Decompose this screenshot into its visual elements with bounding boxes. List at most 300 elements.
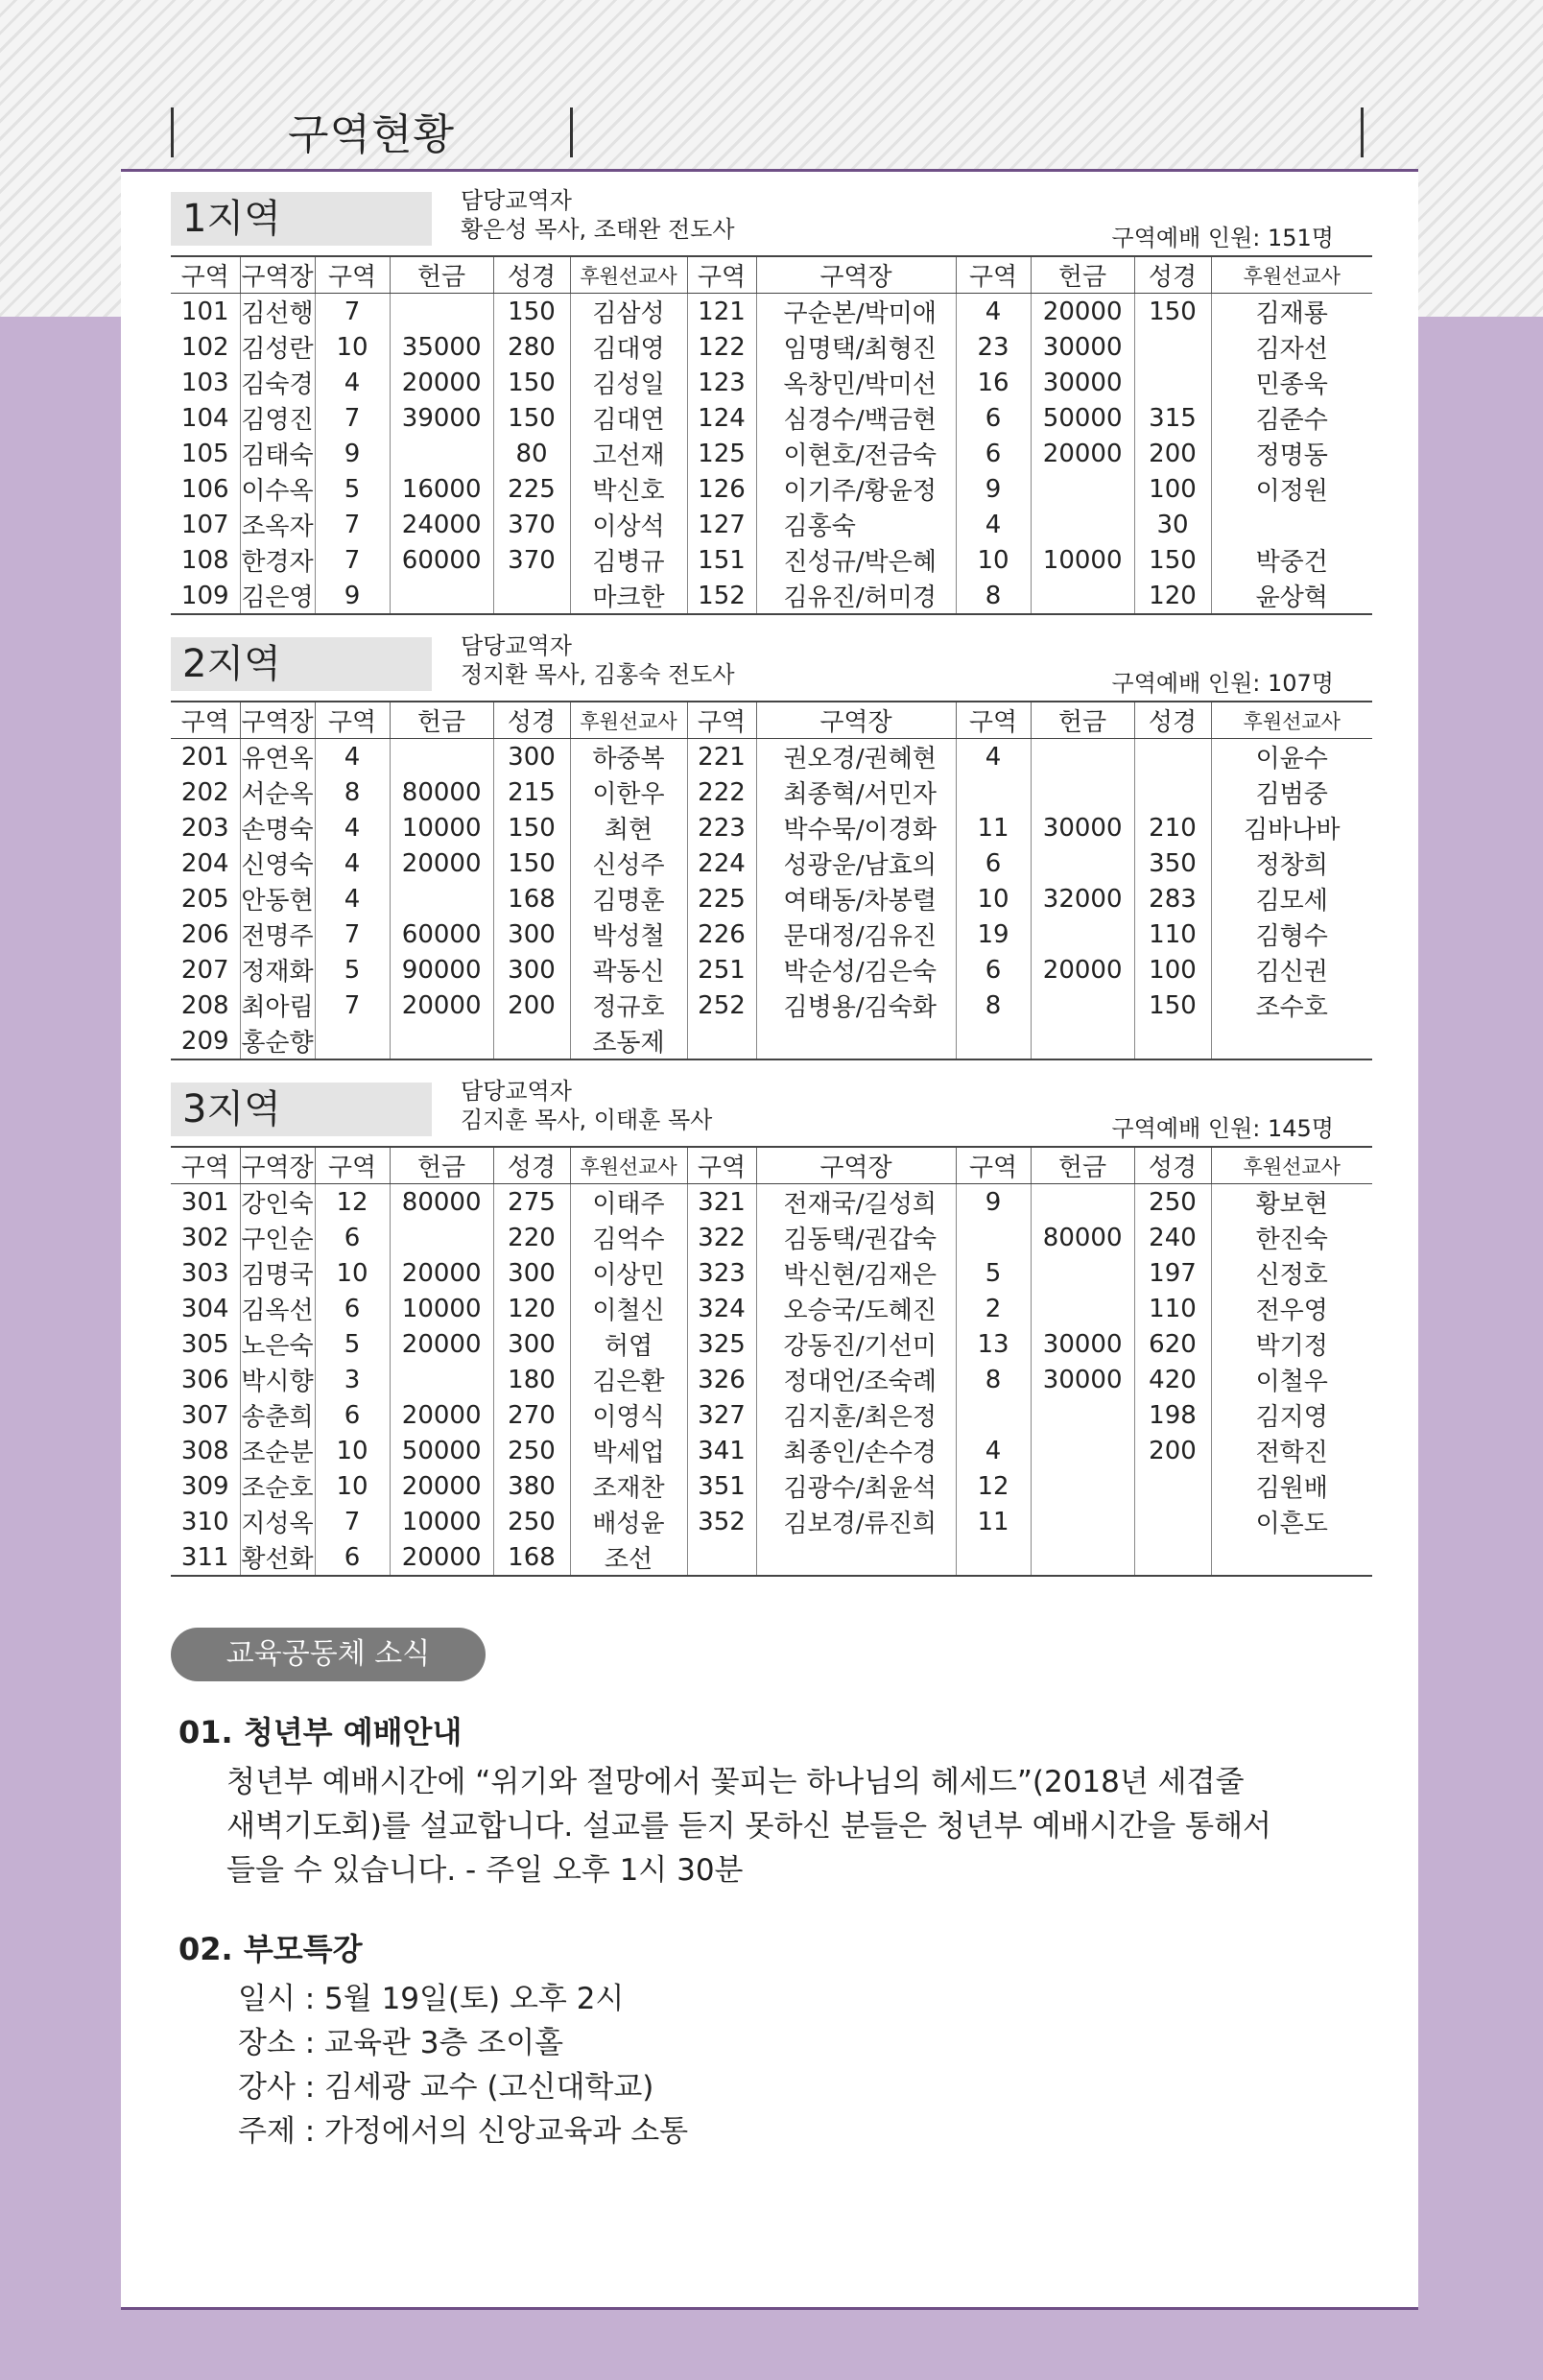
table-cell: [687, 1539, 756, 1576]
table-cell: 110: [1134, 916, 1211, 952]
table-row: [171, 1539, 1372, 1576]
table-cell: 20000: [1031, 952, 1134, 988]
table-row: [171, 739, 1372, 775]
table-cell: 352: [687, 1504, 756, 1539]
table-cell: 임명택/최형진: [756, 329, 956, 365]
table-cell: 4: [956, 1433, 1031, 1468]
table-cell: 110: [1134, 1291, 1211, 1326]
table-cell: [1134, 1023, 1211, 1059]
table-cell: 8: [956, 1362, 1031, 1397]
table-cell: 302: [180, 1223, 229, 1252]
table-cell: 김지훈/최은정: [756, 1397, 956, 1433]
table-row: [171, 952, 1372, 988]
table-cell: 박성철: [570, 916, 687, 952]
table-cell: 300: [493, 1326, 570, 1362]
table-cell: 노은숙: [240, 1326, 315, 1362]
table-cell: 김범중: [1211, 774, 1372, 810]
table-cell: 11: [956, 1504, 1031, 1539]
table-cell: 6: [956, 436, 1031, 471]
table-cell: 박세업: [570, 1433, 687, 1468]
table-cell: 275: [493, 1184, 570, 1221]
table-cell: 100: [1134, 952, 1211, 988]
table-cell: 198: [1134, 1397, 1211, 1433]
news-line: 들을 수 있습니다. - 주일 오후 1시 30분: [226, 1853, 744, 1888]
table-cell: [1031, 1184, 1134, 1221]
table-cell: 김신권: [1211, 952, 1372, 988]
table-cell: 206: [180, 919, 229, 949]
table-cell: 180: [493, 1362, 570, 1397]
column-header: 구역: [171, 256, 240, 294]
column-header: 후원선교사: [1211, 702, 1372, 739]
table-cell: 10: [315, 1255, 390, 1291]
table-cell: 309: [180, 1471, 229, 1501]
table-cell: 60000: [390, 916, 493, 952]
table-cell: 김병규: [570, 542, 687, 578]
table-cell: 4: [956, 507, 1031, 542]
table-cell: [390, 739, 493, 775]
table-cell: [390, 578, 493, 614]
table-cell: 김형수: [1211, 916, 1372, 952]
table-cell: 9: [315, 436, 390, 471]
table-cell: 최아림: [240, 988, 315, 1023]
table-cell: 전명주: [240, 916, 315, 952]
table-cell: 박기정: [1211, 1326, 1372, 1362]
table-cell: 이한우: [570, 774, 687, 810]
table-cell: 341: [687, 1433, 756, 1468]
column-header: 구역: [171, 702, 240, 739]
table-cell: [1031, 1255, 1134, 1291]
table-cell: [390, 881, 493, 916]
table-cell: 10000: [390, 810, 493, 845]
table-cell: 6: [956, 845, 1031, 881]
table-cell: [1031, 739, 1134, 775]
table-cell: 김성일: [570, 365, 687, 400]
region-section: [171, 630, 1372, 1060]
table-cell: 168: [493, 881, 570, 916]
table-cell: 30000: [1031, 1326, 1134, 1362]
table-cell: 251: [687, 952, 756, 988]
table-cell: 김선행: [240, 294, 315, 330]
table-cell: 90000: [390, 952, 493, 988]
column-header: 구역: [687, 1147, 756, 1184]
news-item-youth-worship: [178, 1708, 1271, 1892]
table-cell: 9: [956, 1184, 1031, 1221]
table-cell: 서순옥: [240, 774, 315, 810]
table-cell: 151: [687, 542, 756, 578]
attendance-count: 구역예배 인원: 151명: [1111, 225, 1334, 251]
attendance-count: 구역예배 인원: 107명: [1111, 670, 1334, 697]
table-cell: 204: [180, 848, 229, 878]
table-cell: 하중복: [570, 739, 687, 775]
table-cell: 김원배: [1211, 1468, 1372, 1504]
column-header: 후원선교사: [1211, 1147, 1372, 1184]
table-cell: 이흔도: [1211, 1504, 1372, 1539]
table-cell: 300: [493, 952, 570, 988]
table-cell: 4: [315, 845, 390, 881]
table-cell: 6: [315, 1539, 390, 1576]
table-cell: 12: [315, 1184, 390, 1221]
table-cell: 이철우: [1211, 1362, 1372, 1397]
table-cell: 80000: [1031, 1220, 1134, 1255]
table-cell: 30000: [1031, 365, 1134, 400]
table-cell: 20000: [390, 1468, 493, 1504]
table-cell: 13: [956, 1326, 1031, 1362]
table-cell: 103: [180, 368, 229, 397]
table-cell: 7: [315, 988, 390, 1023]
table-cell: 7: [315, 507, 390, 542]
table-cell: 성광운/남효의: [756, 845, 956, 881]
table-cell: 321: [687, 1184, 756, 1221]
table-cell: 10000: [1031, 542, 1134, 578]
table-cell: [1031, 774, 1134, 810]
table-cell: [956, 1220, 1031, 1255]
table-cell: 351: [687, 1468, 756, 1504]
table-row: [171, 1433, 1372, 1468]
table-cell: 8: [956, 578, 1031, 614]
table-cell: 20000: [1031, 294, 1134, 330]
table-cell: 조동제: [570, 1023, 687, 1059]
table-cell: [390, 1023, 493, 1059]
table-cell: 황선화: [240, 1539, 315, 1576]
table-cell: [687, 1023, 756, 1059]
table-cell: 문대정/김유진: [756, 916, 956, 952]
table-cell: 심경수/백금현: [756, 400, 956, 436]
table-cell: [315, 1023, 390, 1059]
table-cell: 30: [1134, 507, 1211, 542]
table-cell: 정창희: [1211, 845, 1372, 881]
table-cell: 303: [180, 1258, 229, 1288]
table-cell: 4: [956, 294, 1031, 330]
table-cell: 김보경/류진희: [756, 1504, 956, 1539]
table-cell: 201: [180, 742, 229, 772]
table-cell: [1031, 916, 1134, 952]
table-cell: 정명동: [1211, 436, 1372, 471]
table-cell: 김바나바: [1211, 810, 1372, 845]
table-cell: 226: [687, 916, 756, 952]
table-cell: 205: [180, 884, 229, 914]
table-cell: 150: [493, 365, 570, 400]
table-cell: 김명훈: [570, 881, 687, 916]
table-cell: 박중건: [1211, 542, 1372, 578]
table-cell: 김동택/권갑숙: [756, 1220, 956, 1255]
table-cell: 김대연: [570, 400, 687, 436]
table-cell: 80000: [390, 774, 493, 810]
leaders-names: 황은성 목사, 조태완 전도사: [461, 216, 735, 243]
table-cell: [1134, 1539, 1211, 1576]
table-cell: 전재국/길성희: [756, 1184, 956, 1221]
news-line: 새벽기도회)를 설교합니다. 설교를 듣지 못하신 분들은 청년부 예배시간을 통해서: [226, 1809, 1271, 1844]
table-cell: [390, 1220, 493, 1255]
table-cell: 311: [180, 1542, 229, 1572]
table-cell: 4: [315, 881, 390, 916]
table-cell: 50000: [1031, 400, 1134, 436]
table-cell: 16: [956, 365, 1031, 400]
table-cell: 이태주: [570, 1184, 687, 1221]
table-cell: 307: [180, 1400, 229, 1430]
table-cell: [1031, 1397, 1134, 1433]
header-divider: [570, 107, 573, 157]
table-cell: [1031, 988, 1134, 1023]
table-cell: 30000: [1031, 1362, 1134, 1397]
table-cell: 30000: [1031, 329, 1134, 365]
table-cell: 김재룡: [1211, 294, 1372, 330]
table-cell: 283: [1134, 881, 1211, 916]
column-header: 구역장: [240, 702, 315, 739]
column-header: 헌금: [390, 702, 493, 739]
table-cell: 300: [493, 1255, 570, 1291]
table-cell: [956, 774, 1031, 810]
table-cell: 327: [687, 1397, 756, 1433]
table-cell: 152: [687, 578, 756, 614]
table-cell: 50000: [390, 1433, 493, 1468]
table-cell: 210: [1134, 810, 1211, 845]
table-row: [171, 294, 1372, 330]
column-header: 구역: [687, 702, 756, 739]
table-cell: 30000: [1031, 810, 1134, 845]
table-cell: 7: [315, 294, 390, 330]
header-divider: [171, 107, 174, 157]
column-header: 구역: [956, 702, 1031, 739]
table-cell: 250: [493, 1433, 570, 1468]
column-header: 성경: [493, 256, 570, 294]
table-cell: 308: [180, 1436, 229, 1465]
news-body: [178, 1977, 688, 2154]
column-header: 구역: [956, 256, 1031, 294]
news-line: 장소 : 교육관 3층 조이홀: [238, 2026, 564, 2060]
table-cell: 3: [315, 1362, 390, 1397]
table-cell: 323: [687, 1255, 756, 1291]
header-divider: [1361, 107, 1364, 157]
table-cell: 6: [956, 400, 1031, 436]
table-cell: 105: [180, 439, 229, 468]
table-cell: 326: [687, 1362, 756, 1397]
table-cell: 35000: [390, 329, 493, 365]
table-cell: 11: [956, 810, 1031, 845]
table-cell: 104: [180, 403, 229, 433]
table-cell: 4: [315, 810, 390, 845]
table-cell: [1211, 1539, 1372, 1576]
table-cell: 300: [493, 916, 570, 952]
table-cell: 10: [315, 329, 390, 365]
table-cell: 224: [687, 845, 756, 881]
table-cell: [956, 1539, 1031, 1576]
table-cell: [493, 578, 570, 614]
table-cell: 16000: [390, 471, 493, 507]
page-title: 구역현황: [288, 110, 456, 159]
table-row: [171, 1291, 1372, 1326]
table-cell: 신성주: [570, 845, 687, 881]
leaders-names: 정지환 목사, 김홍숙 전도사: [461, 661, 735, 688]
table-cell: 권오경/권혜현: [756, 739, 956, 775]
column-header: 성경: [1134, 702, 1211, 739]
table-cell: 150: [493, 400, 570, 436]
table-cell: 120: [1134, 578, 1211, 614]
table-cell: 324: [687, 1291, 756, 1326]
table-cell: 전우영: [1211, 1291, 1372, 1326]
column-header: 후원선교사: [570, 702, 687, 739]
region-leaders: [461, 186, 735, 244]
table-cell: 325: [687, 1326, 756, 1362]
table-cell: 5: [956, 1255, 1031, 1291]
table-cell: 이현호/전금숙: [756, 436, 956, 471]
table-cell: 203: [180, 813, 229, 843]
table-cell: 380: [493, 1468, 570, 1504]
table-cell: 김자선: [1211, 329, 1372, 365]
table-cell: 222: [687, 774, 756, 810]
region-leaders: [461, 1077, 712, 1134]
table-cell: 150: [1134, 542, 1211, 578]
column-header: 구역장: [756, 702, 956, 739]
table-cell: 200: [1134, 436, 1211, 471]
table-cell: 4: [315, 739, 390, 775]
table-cell: 123: [687, 365, 756, 400]
column-header: 성경: [1134, 256, 1211, 294]
table-cell: 유연옥: [240, 739, 315, 775]
table-cell: 송춘희: [240, 1397, 315, 1433]
table-cell: 구인순: [240, 1220, 315, 1255]
table-cell: 김숙경: [240, 365, 315, 400]
table-cell: 124: [687, 400, 756, 436]
news-item-parent-lecture: [178, 1925, 688, 2154]
table-cell: 240: [1134, 1220, 1211, 1255]
table-cell: 신정호: [1211, 1255, 1372, 1291]
table-cell: 322: [687, 1220, 756, 1255]
table-cell: 220: [493, 1220, 570, 1255]
table-cell: 조순분: [240, 1433, 315, 1468]
table-cell: 306: [180, 1365, 229, 1394]
table-cell: 6: [315, 1397, 390, 1433]
table-cell: 150: [493, 810, 570, 845]
table-cell: 197: [1134, 1255, 1211, 1291]
news-heading: 02. 부모특강: [178, 1931, 363, 1967]
table-cell: 168: [493, 1539, 570, 1576]
table-cell: 300: [493, 739, 570, 775]
table-cell: 여태동/차봉렬: [756, 881, 956, 916]
table-cell: 이수옥: [240, 471, 315, 507]
table-cell: 7: [315, 1504, 390, 1539]
column-header: 구역장: [240, 256, 315, 294]
table-cell: 20000: [390, 1326, 493, 1362]
news-line: 강사 : 김세광 교수 (고신대학교): [238, 2070, 654, 2105]
table-cell: 10: [956, 542, 1031, 578]
region-title: 1지역: [171, 192, 432, 246]
table-cell: [956, 1397, 1031, 1433]
column-header: 성경: [493, 1147, 570, 1184]
table-cell: 32000: [1031, 881, 1134, 916]
table-row: [171, 810, 1372, 845]
table-cell: 이영식: [570, 1397, 687, 1433]
table-cell: [1031, 1539, 1134, 1576]
table-row: [171, 400, 1372, 436]
table-cell: 19: [956, 916, 1031, 952]
table-cell: 박신호: [570, 471, 687, 507]
table-cell: 5: [315, 1326, 390, 1362]
table-cell: 80: [493, 436, 570, 471]
table-cell: 315: [1134, 400, 1211, 436]
table-cell: 100: [1134, 471, 1211, 507]
table-cell: [1031, 1291, 1134, 1326]
table-cell: 225: [687, 881, 756, 916]
table-cell: 이정원: [1211, 471, 1372, 507]
column-header: 구역: [687, 256, 756, 294]
region-table: [171, 1146, 1372, 1577]
table-cell: 370: [493, 507, 570, 542]
news-line: 주제 : 가정에서의 신앙교육과 소통: [238, 2114, 689, 2149]
region-table: [171, 701, 1372, 1060]
table-cell: 280: [493, 329, 570, 365]
leaders-names: 김지훈 목사, 이태훈 목사: [461, 1107, 713, 1133]
table-cell: 안동현: [240, 881, 315, 916]
table-cell: 김모세: [1211, 881, 1372, 916]
table-cell: 9: [315, 578, 390, 614]
table-cell: 12: [956, 1468, 1031, 1504]
table-row: [171, 578, 1372, 614]
table-cell: 20000: [390, 1539, 493, 1576]
table-cell: 조옥자: [240, 507, 315, 542]
table-cell: 이상석: [570, 507, 687, 542]
column-header: 헌금: [1031, 1147, 1134, 1184]
table-cell: 10000: [390, 1504, 493, 1539]
table-cell: 200: [1134, 1433, 1211, 1468]
table-row: [171, 329, 1372, 365]
table-cell: 301: [180, 1187, 229, 1217]
table-cell: [390, 436, 493, 471]
table-cell: 한진숙: [1211, 1220, 1372, 1255]
table-cell: 김은환: [570, 1362, 687, 1397]
table-row: [171, 845, 1372, 881]
table-cell: 39000: [390, 400, 493, 436]
leaders-label: 담당교역자: [461, 632, 572, 659]
table-cell: 정규호: [570, 988, 687, 1023]
table-row: [171, 542, 1372, 578]
table-cell: [1134, 365, 1211, 400]
table-cell: 6: [315, 1220, 390, 1255]
table-cell: 마크한: [570, 578, 687, 614]
table-cell: 150: [493, 845, 570, 881]
table-cell: 221: [687, 739, 756, 775]
column-header: 구역장: [756, 256, 956, 294]
table-cell: 강인숙: [240, 1184, 315, 1221]
table-cell: 김옥선: [240, 1291, 315, 1326]
table-cell: 김태숙: [240, 436, 315, 471]
region-table: [171, 255, 1372, 615]
table-cell: 350: [1134, 845, 1211, 881]
table-cell: 배성윤: [570, 1504, 687, 1539]
table-cell: 7: [315, 542, 390, 578]
table-cell: 김은영: [240, 578, 315, 614]
table-cell: 황보현: [1211, 1184, 1372, 1221]
table-cell: 108: [180, 545, 229, 575]
table-cell: 박순성/김은숙: [756, 952, 956, 988]
table-cell: 225: [493, 471, 570, 507]
table-cell: 진성규/박은혜: [756, 542, 956, 578]
table-cell: 6: [956, 952, 1031, 988]
column-header: 헌금: [390, 1147, 493, 1184]
column-header: 헌금: [390, 256, 493, 294]
table-cell: 10000: [390, 1291, 493, 1326]
table-cell: 최종혁/서민자: [756, 774, 956, 810]
column-header: 구역장: [756, 1147, 956, 1184]
table-cell: 80000: [390, 1184, 493, 1221]
table-cell: 121: [687, 294, 756, 330]
table-cell: 215: [493, 774, 570, 810]
table-cell: 10: [315, 1433, 390, 1468]
table-cell: 5: [315, 471, 390, 507]
table-cell: 2: [956, 1291, 1031, 1326]
attendance-count: 구역예배 인원: 145명: [1111, 1115, 1334, 1142]
table-cell: 정대언/조숙례: [756, 1362, 956, 1397]
table-row: [171, 1504, 1372, 1539]
